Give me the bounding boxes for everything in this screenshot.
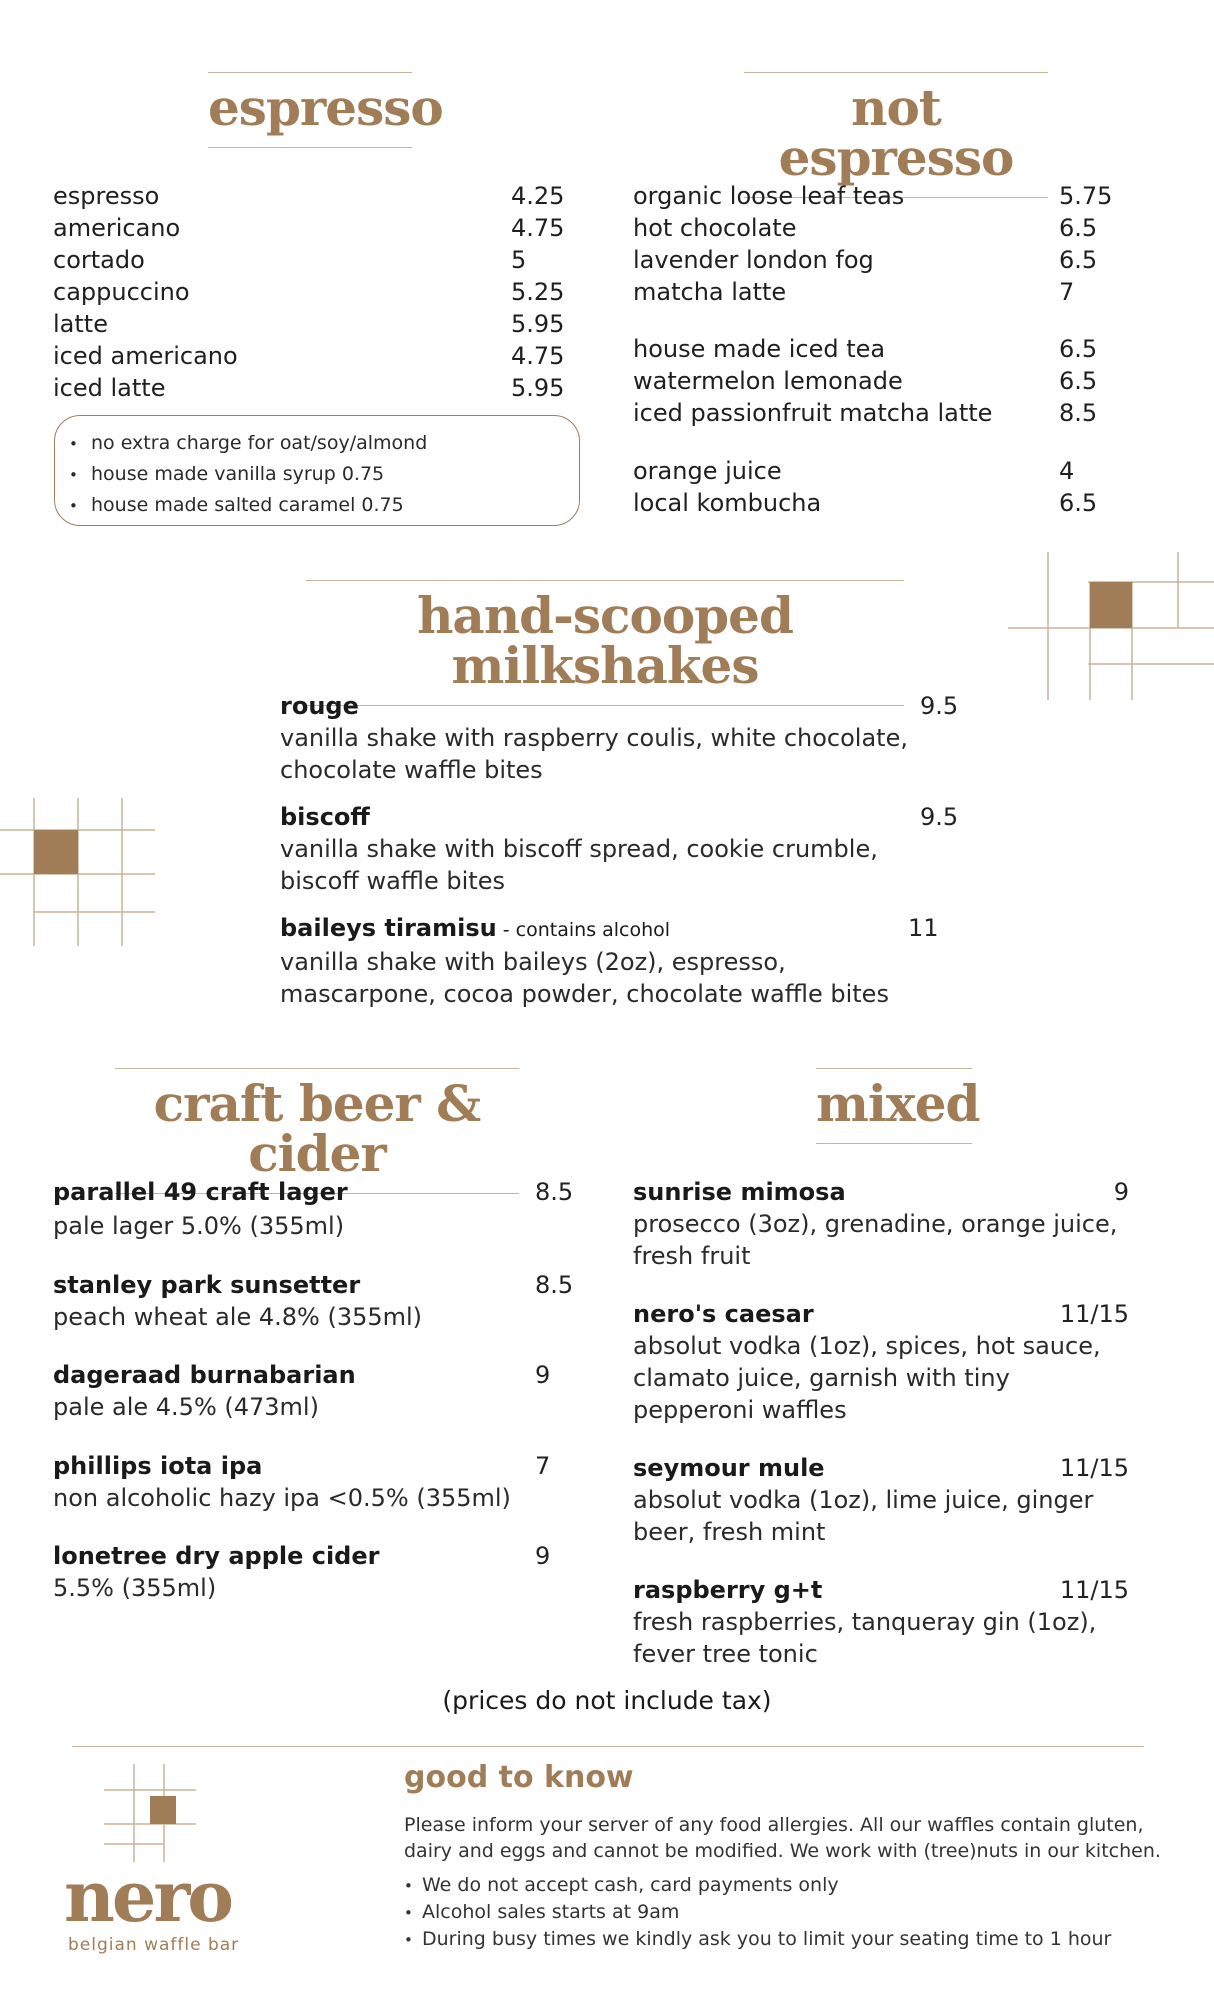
item-name: biscoff [280,803,370,831]
item-price: 9 [535,1542,551,1570]
item-name: organic loose leaf teas [633,182,905,210]
item-description: prosecco (3oz), grenadine, orange juice, fresh fruit [633,1210,1118,1270]
item-name: seymour mule [633,1454,825,1482]
item-price: 11/15 [1059,1576,1129,1604]
item-name: local kombucha [633,489,822,517]
mixed-item [633,1298,1129,1426]
espresso-heading: espresso [208,72,412,148]
milkshakes-heading: hand-scooped milkshakes [306,580,904,706]
item-name: lonetree dry apple cider [53,1542,380,1570]
item-description: pale lager 5.0% (355ml) [53,1212,345,1240]
good-to-know-list [404,1872,1184,1953]
item-price: 8.5 [535,1271,574,1299]
item-price: 5.95 [511,374,565,402]
list-item [633,180,1111,212]
beer-heading: craft beer & cider [115,1068,519,1194]
list-item: • Alcohol sales starts at 9am [404,1899,1184,1926]
item-description: fresh raspberries, tanqueray gin (1oz), fever tree tonic [633,1608,1097,1668]
good-to-know-title: good to know [404,1760,634,1795]
item-price: 9.5 [920,803,959,831]
item-description: absolut vodka (1oz), spices, hot sauce, clamato juice, garnish with tiny pepperoni waffles [633,1332,1101,1424]
list-item [53,212,563,244]
milkshake-item [280,912,960,1010]
item-price: 11 [908,914,939,942]
list-item [53,340,563,372]
item-name: lavender london fog [633,246,874,274]
item-price: 7 [535,1452,551,1480]
item-price: 9 [1113,1178,1129,1206]
item-price: 5.95 [511,310,565,338]
item-price: 4.75 [511,214,565,242]
logo-subtitle: belgian waffle bar [68,1935,240,1955]
item-price: 6.5 [1059,367,1098,395]
item-note: - contains alcohol [496,919,671,941]
item-price: 5.75 [1059,182,1113,210]
not-espresso-group-2 [633,333,1111,429]
item-name: iced americano [53,342,238,370]
item-name: iced latte [53,374,166,402]
list-item [633,455,1111,487]
list-item [53,276,563,308]
item-name: espresso [53,182,160,210]
not-espresso-group-1 [633,180,1111,308]
item-description: absolut vodka (1oz), lime juice, ginger beer, fresh mint [633,1486,1094,1546]
beer-item [53,1359,573,1423]
note-item: • house made vanilla syrup 0.75 [69,459,579,490]
item-price: 11/15 [1059,1300,1129,1328]
item-name: latte [53,310,108,338]
item-name: parallel 49 craft lager [53,1178,348,1206]
item-name: sunrise mimosa [633,1178,846,1206]
beer-item [53,1450,573,1514]
item-name: watermelon lemonade [633,367,903,395]
item-name: hot chocolate [633,214,797,242]
beer-item [53,1176,573,1242]
item-name: matcha latte [633,278,787,306]
grid-motif-right [1008,552,1214,702]
logo-grid-mark [104,1764,204,1864]
list-item [633,333,1111,365]
item-name: raspberry g+t [633,1576,823,1604]
espresso-list [53,180,563,404]
mixed-item [633,1176,1129,1272]
mixed-item [633,1574,1129,1670]
item-description: vanilla shake with raspberry coulis, white chocolate, chocolate waffle bites [280,724,908,784]
item-description: 5.5% (355ml) [53,1574,217,1602]
footer-divider [72,1746,1144,1747]
item-price: 6.5 [1059,489,1098,517]
list-item [53,372,563,404]
item-price: 4.75 [511,342,565,370]
item-price: 8.5 [1059,399,1098,427]
mixed-item [633,1452,1129,1548]
list-item [53,180,563,212]
list-item [633,397,1111,429]
list-item [633,212,1111,244]
item-price: 9.5 [920,692,959,720]
item-name: cortado [53,246,145,274]
item-name: nero's caesar [633,1300,814,1328]
item-price: 4.25 [511,182,565,210]
milkshake-item [280,801,960,897]
item-price: 6.5 [1059,246,1098,274]
list-item [633,276,1111,308]
not-espresso-group-3 [633,455,1111,519]
item-name: stanley park sunsetter [53,1271,361,1299]
item-price: 4 [1059,457,1075,485]
item-price: 6.5 [1059,214,1098,242]
item-description: vanilla shake with biscoff spread, cookie crumble, biscoff waffle bites [280,835,878,895]
item-description: pale ale 4.5% (473ml) [53,1393,319,1421]
item-price: 5.25 [511,278,565,306]
item-name: dageraad burnabarian [53,1361,356,1389]
list-item [633,365,1111,397]
good-to-know-text: Please inform your server of any food allergies. All our waffles contain gluten, dairy and eggs and cannot be modified. We work with (tree)nuts in our kitchen. [404,1814,1161,1862]
milkshake-item [280,690,960,786]
beer-item [53,1269,573,1333]
note-item: • house made salted caramel 0.75 [69,490,579,521]
item-description: vanilla shake with baileys (2oz), espresso, mascarpone, cocoa powder, chocolate waffle bites [280,948,889,1008]
item-name: iced passionfruit matcha latte [633,399,993,427]
item-name: rouge [280,692,359,720]
mixed-heading: mixed [816,1068,972,1144]
tax-note: (prices do not include tax) [442,1686,772,1715]
list-item [53,244,563,276]
item-price: 11/15 [1059,1454,1129,1482]
item-price: 5 [511,246,527,274]
note-item: • no extra charge for oat/soy/almond [69,428,579,459]
list-item [633,487,1111,519]
item-name: house made iced tea [633,335,886,363]
list-item: • During busy times we kindly ask you to limit your seating time to 1 hour [404,1926,1184,1953]
item-name: americano [53,214,181,242]
item-name: cappuccino [53,278,190,306]
grid-motif-left [0,798,160,948]
item-price: 6.5 [1059,335,1098,363]
list-item [633,244,1111,276]
list-item [53,308,563,340]
beer-item [53,1540,573,1604]
logo-wordmark: nero [64,1855,231,1938]
item-price: 7 [1059,278,1075,306]
list-item: • We do not accept cash, card payments only [404,1872,1184,1899]
item-description: non alcoholic hazy ipa <0.5% (355ml) [53,1484,511,1512]
item-name: baileys tiramisu [280,914,497,942]
not-espresso-heading: not espresso [744,72,1048,198]
item-description: peach wheat ale 4.8% (355ml) [53,1303,423,1331]
item-price: 8.5 [535,1178,574,1206]
espresso-notes-box [54,415,580,526]
item-price: 9 [535,1361,551,1389]
item-name: phillips iota ipa [53,1452,263,1480]
item-name: orange juice [633,457,782,485]
